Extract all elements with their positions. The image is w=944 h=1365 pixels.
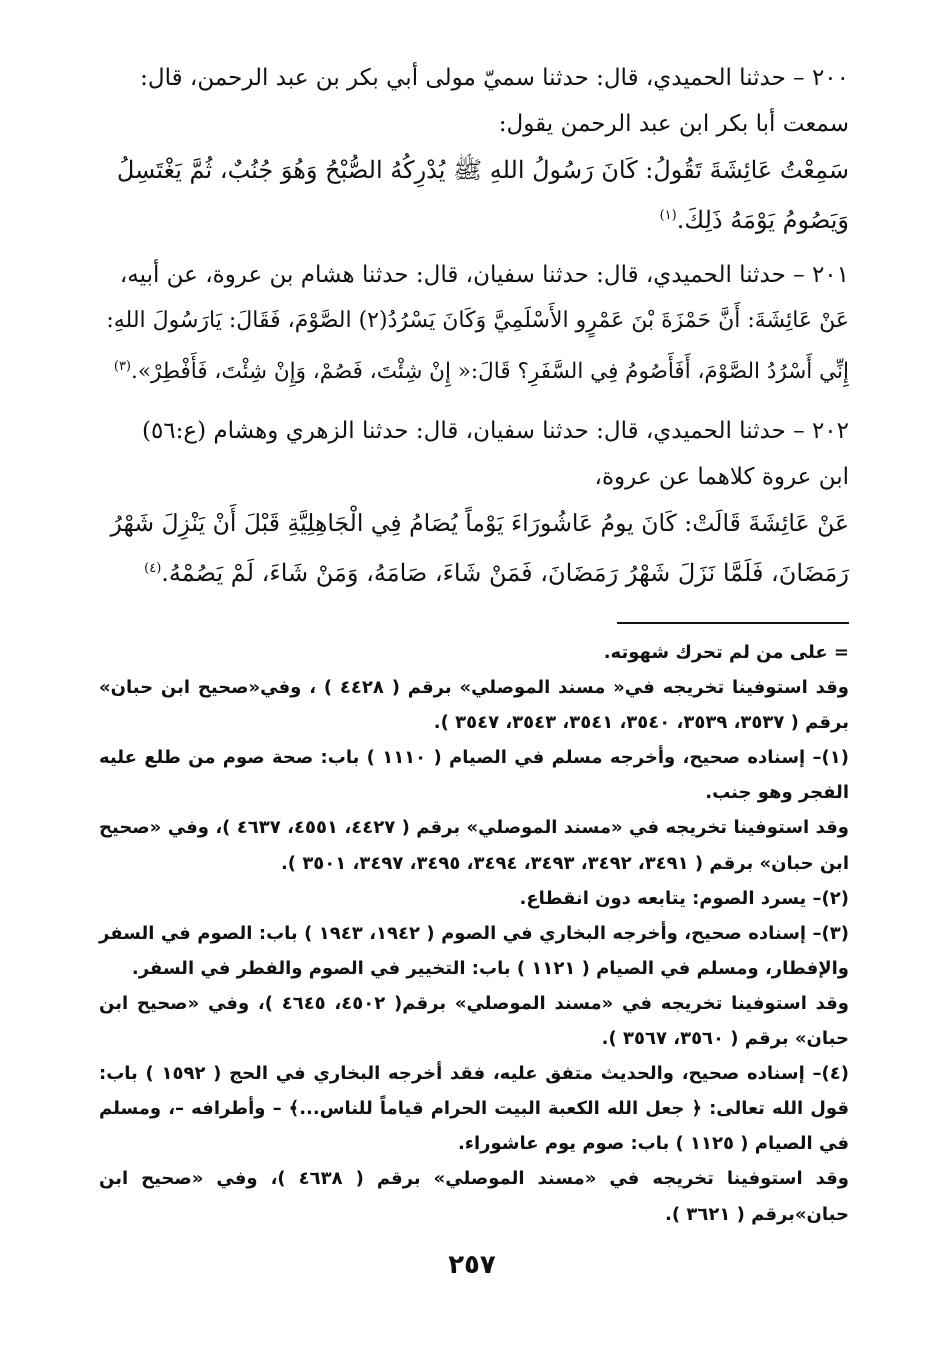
footnote-reference: وقد استوفينا تخريجه في «مسند الموصلي» برقم ( ٤٦٣٨ )، وفي «صحيح ابن حبان»برقم ( ٣٦٢١ ). bbox=[99, 1168, 849, 1225]
matn-line: رَمَضَانَ، فَلَمَّا نَزَلَ شَهْرُ رَمَضَانَ، فَمَنْ شَاءَ، صَامَهُ، وَمَنْ شَاءَ، لَمْ يَصُمْهُ.$^{(٤)}$ bbox=[144, 559, 849, 587]
matn-line: وَيَصُومُ يَوْمَهُ ذَلِكَ.$^{(١)}$ bbox=[659, 206, 849, 234]
footnote-marker: (٣) bbox=[113, 359, 131, 374]
matn-line: عَنْ عَائِشَةَ قَالَتْ: كَانَ يومُ عَاشُورَاءَ يَوْماً يُصَامُ فِي الْجَاهِلِيَّةِ قَبْلَ أَنْ يَنْزِلَ شَهْرُ bbox=[110, 509, 849, 537]
footnote-1: (١)– إسناده صحيح، وأخرجه مسلم في الصيام ( ١١١٠ ) باب: صحة صوم من طلع عليه الفجر وهو جنب. bbox=[99, 747, 849, 804]
hadith-200 bbox=[99, 55, 849, 243]
footnote-reference: وقد استوفينا تخريجه في« مسند الموصلي» برقم ( ٤٤٢٨ ) ، وفي«صحيح ابن حبان» برقم ( ٣٥٣٧، ٣٥٣٩، ٣٥٤٠، ٣٥٤١، ٣٥٤٣، ٣٥٤٧ ). bbox=[99, 677, 849, 734]
isnad-line: ٢٠٠ – حدثنا الحميدي، قال: حدثنا سميّ مولى أبي بكر بن عبد الرحمن، قال: bbox=[140, 65, 849, 91]
isnad-line: ٢٠٢ – حدثنا الحميدي، قال: حدثنا سفيان، قال: حدثنا الزهري وهشام (ع:٥٦) bbox=[141, 418, 849, 444]
footnote-separator bbox=[617, 622, 849, 624]
footnote-2: (٢)– يسرد الصوم: يتابعه دون انقطاع. bbox=[519, 887, 849, 909]
footnote-reference: وقد استوفينا تخريجه في «مسند الموصلي» برقم( ٤٥٠٢، ٤٦٤٥ )، وفي «صحيح ابن حبان» برقم ( ٣٥٦٠، ٣٥٦٧ ). bbox=[99, 992, 849, 1050]
footnote-marker: (١) bbox=[659, 208, 677, 223]
isnad-line: سمعت أبا بكر ابن عبد الرحمن يقول: bbox=[498, 111, 849, 137]
footnotes bbox=[99, 635, 849, 1232]
matn-line: سَمِعْتُ عَائِشَةَ تَقُولُ: كَانَ رَسُولُ اللهِ ﷺ يُدْرِكُهُ الصُّبْحُ وَهُوَ جُنُبٌ، ثُمَّ يَغْتَسِلُ bbox=[116, 156, 849, 184]
footnote-4: (٤)– إسناده صحيح، والحديث متفق عليه، فقد أخرجه البخاري في الحج ( ١٥٩٢ ) باب: قول الله تعالى: ﴿ جعل الله الكعبة البيت الحرام قياماً للناس...﴾ – وأطرافه –، ومسلم في الصيام ( ١١٢٥ ) باب: صوم يوم عاشوراء. bbox=[99, 1063, 849, 1155]
matn-line: عَنْ عَائِشَةَ: أَنَّ حَمْزَةَ بْنَ عَمْرٍو الأَسْلَمِيَّ وَكَانَ يَسْرُدُ(٢) الصَّوْمَ، فَقَالَ: يَارَسُولَ اللهِ: bbox=[106, 308, 849, 333]
hadith-201 bbox=[99, 252, 849, 395]
footnote-3: (٣)– إسناده صحيح، وأخرجه البخاري في الصوم ( ١٩٤٢، ١٩٤٣ ) باب: الصوم في السفر والإفطار، ومسلم في الصيام ( ١١٢١ ) باب: التخيير في الصوم والفطر في السفر. bbox=[99, 922, 850, 979]
footnote-marker: (٤) bbox=[144, 561, 162, 576]
page-number: ٢٥٧ bbox=[448, 1250, 496, 1280]
footnote-reference: وقد استوفينا تخريجه في «مسند الموصلي» برقم ( ٤٤٢٧، ٤٥٥١، ٤٦٣٧ )، وفي «صحيح ابن حبان» برقم ( ٣٤٩١، ٣٤٩٢، ٣٤٩٣، ٣٤٩٤، ٣٤٩٥، ٣٤٩٧، ٣٥٠١ ). bbox=[99, 817, 849, 874]
isnad-line: ابن عروة كلاهما عن عروة، bbox=[594, 464, 849, 490]
hadith-202 bbox=[99, 408, 849, 596]
matn-line: إِنِّي أَسْرُدُ الصَّوْمَ، أَفَأَصُومُ فِي السَّفَرِ؟ قَالَ:« إِنْ شِئْتَ، فَصُمْ، وَإِنْ شِئْتَ، فَأَفْطِرْ».$^{(٣)}$ bbox=[113, 359, 849, 385]
isnad-line: ٢٠١ – حدثنا الحميدي، قال: حدثنا سفيان، قال: حدثنا هشام بن عروة، عن أبيه، bbox=[119, 262, 849, 288]
footnote-continuation: = على من لم تحرك شهوته. bbox=[603, 642, 849, 663]
